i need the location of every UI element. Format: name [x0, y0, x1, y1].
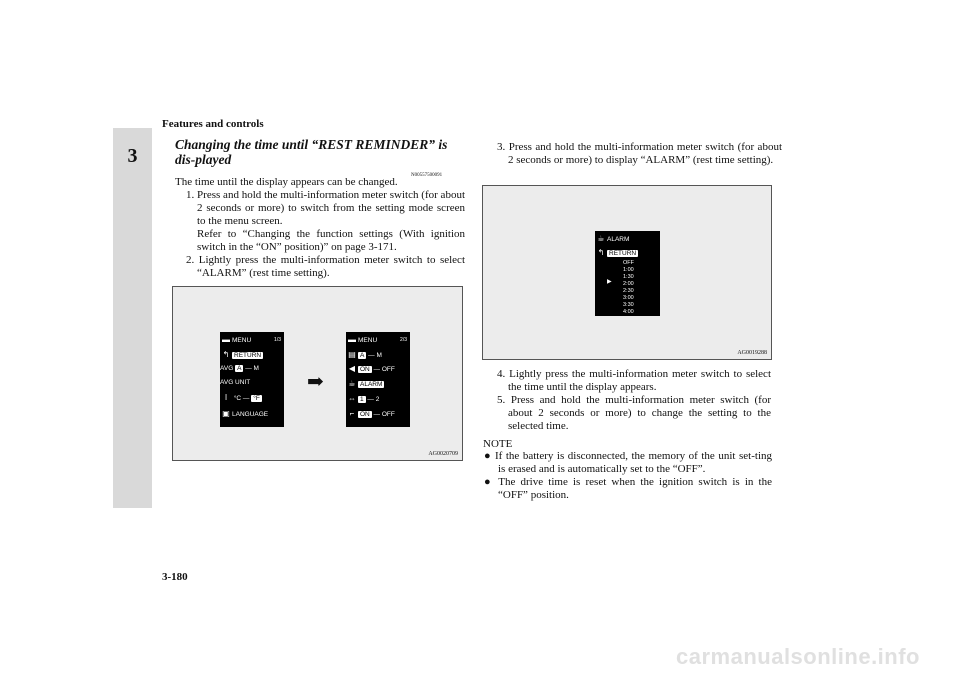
speaker-icon: ◀	[348, 364, 356, 373]
figure-menu-screens	[172, 286, 463, 461]
note-label: NOTE	[483, 438, 513, 450]
watermark: carmanualsonline.info	[676, 644, 920, 669]
row5-off-option: OFF	[381, 411, 395, 418]
avg-m-option: M	[253, 365, 259, 372]
row4-2-option: 2	[375, 396, 380, 403]
time-option: OFF	[623, 260, 634, 266]
step-3-text: 3. Press and hold the multi-information meter switch (for about 2 seconds or more) to display “ALARM” (rest time setting).	[497, 141, 782, 166]
section-code: N00557500091	[411, 173, 443, 178]
avg-a-option: A	[237, 365, 242, 372]
page-indicator: 1/3	[274, 337, 281, 343]
row1-a-option: A	[360, 352, 365, 359]
step-1	[186, 189, 465, 280]
time-option: 2:00	[623, 281, 634, 287]
time-option: 3:30	[623, 302, 634, 308]
section-title-text: Changing the time until “REST REMINDER” is dis-played	[175, 137, 448, 167]
row5-on-option: ON	[360, 411, 370, 418]
time-option: 3:00	[623, 295, 634, 301]
step-5-text: 5. Press and hold the multi-information meter switch (for about 2 seconds or more) to change the setting to the selected time.	[497, 394, 771, 432]
alarm-item: ALARM	[360, 381, 383, 388]
briefcase-icon: ▬	[222, 335, 230, 344]
thermometer-icon: ǀ	[224, 393, 228, 402]
coffee-cup-icon: ☕	[597, 234, 605, 243]
celsius-option: °C	[233, 395, 242, 402]
notes-list	[484, 450, 772, 502]
note-text: If the battery is disconnected, the memory of the unit set-ting is erased and is automatically set to the “OFF”.	[494, 450, 772, 475]
fahrenheit-option: °F	[253, 395, 260, 402]
fuel-icon: ▤	[348, 350, 356, 359]
chapter-number: 3	[127, 145, 138, 167]
time-option: 1:30	[623, 274, 634, 280]
menu-label: MENU	[358, 337, 378, 344]
selector-arrow-icon: ▶	[607, 279, 612, 285]
figure-code: AG0020709	[428, 451, 458, 457]
briefcase-icon: ▬	[348, 335, 356, 344]
avg-label: AVG	[220, 365, 234, 372]
section-title	[175, 137, 465, 178]
step-2-text: 2. Lightly press the multi-information meter switch to select “ALARM” (rest time setting).	[186, 254, 465, 279]
language-item: LANGUAGE	[232, 411, 269, 418]
time-options-list	[623, 260, 634, 316]
lcd-alarm-screen	[595, 231, 660, 316]
note-item	[484, 450, 772, 476]
language-icon: ▣	[222, 409, 230, 418]
wiper-icon: ⌐	[349, 409, 355, 418]
sound-on-option: ON	[360, 366, 370, 373]
return-arrow-icon: ↰	[222, 350, 230, 359]
time-option: 1:00	[623, 267, 634, 273]
bullet-icon: ●	[484, 476, 499, 488]
chapter-tab	[113, 128, 152, 508]
return-item: RETURN	[609, 250, 637, 257]
note-item	[484, 476, 772, 502]
row4-1-option: 1	[360, 396, 364, 403]
bullet-icon: ●	[484, 450, 495, 462]
page-indicator: 2/3	[400, 337, 407, 343]
intro-text: The time until the display appears can be changed.	[175, 176, 398, 188]
figure-alarm-screen	[482, 185, 772, 360]
step-1-text: 1. Press and hold the multi-information meter switch (for about 2 seconds or more) to switch from the setting mode screen to the menu screen.	[186, 189, 465, 227]
arrow-right-icon: ➡	[307, 371, 324, 393]
sound-off-option: OFF	[381, 366, 395, 373]
running-header: Features and controls	[162, 118, 264, 130]
figure-code: AG0019288	[737, 350, 767, 356]
lcd-menu-page-2: ▬ MENU 2/3 ▤ A — M ◀ ON — OFF ☕ ALARM ⇔ 1 — 2 ⌐ ON — OFF	[346, 332, 410, 427]
note-text: The drive time is reset when the ignition switch is in the “OFF” position.	[498, 476, 772, 501]
coffee-cup-icon: ☕	[348, 379, 356, 388]
alarm-label: ALARM	[607, 236, 630, 243]
lcd-menu-page-1: ▬ MENU 1/3 ↰ RETURN AVG A — M AVG UNIT ǀ °C — °F ▣ LANGUAGE	[220, 332, 284, 427]
steps-4-5	[497, 368, 771, 433]
step-4-text: 4. Lightly press the multi-information meter switch to select the time until the display appears.	[497, 368, 771, 393]
avg-unit-label: AVG UNIT	[220, 379, 251, 386]
step-1-ref: Refer to “Changing the function settings (With ignition switch in the “ON” position)” on page 3-171.	[197, 228, 465, 253]
return-arrow-icon: ↰	[597, 248, 605, 257]
page-number: 3-180	[162, 571, 188, 583]
time-option: 2:30	[623, 288, 634, 294]
turn-signal-icon: ⇔	[348, 394, 356, 403]
row1-m-option: M	[376, 352, 382, 359]
time-option: 4:00	[623, 309, 634, 315]
return-item: RETURN	[234, 352, 262, 359]
menu-label: MENU	[232, 337, 252, 344]
